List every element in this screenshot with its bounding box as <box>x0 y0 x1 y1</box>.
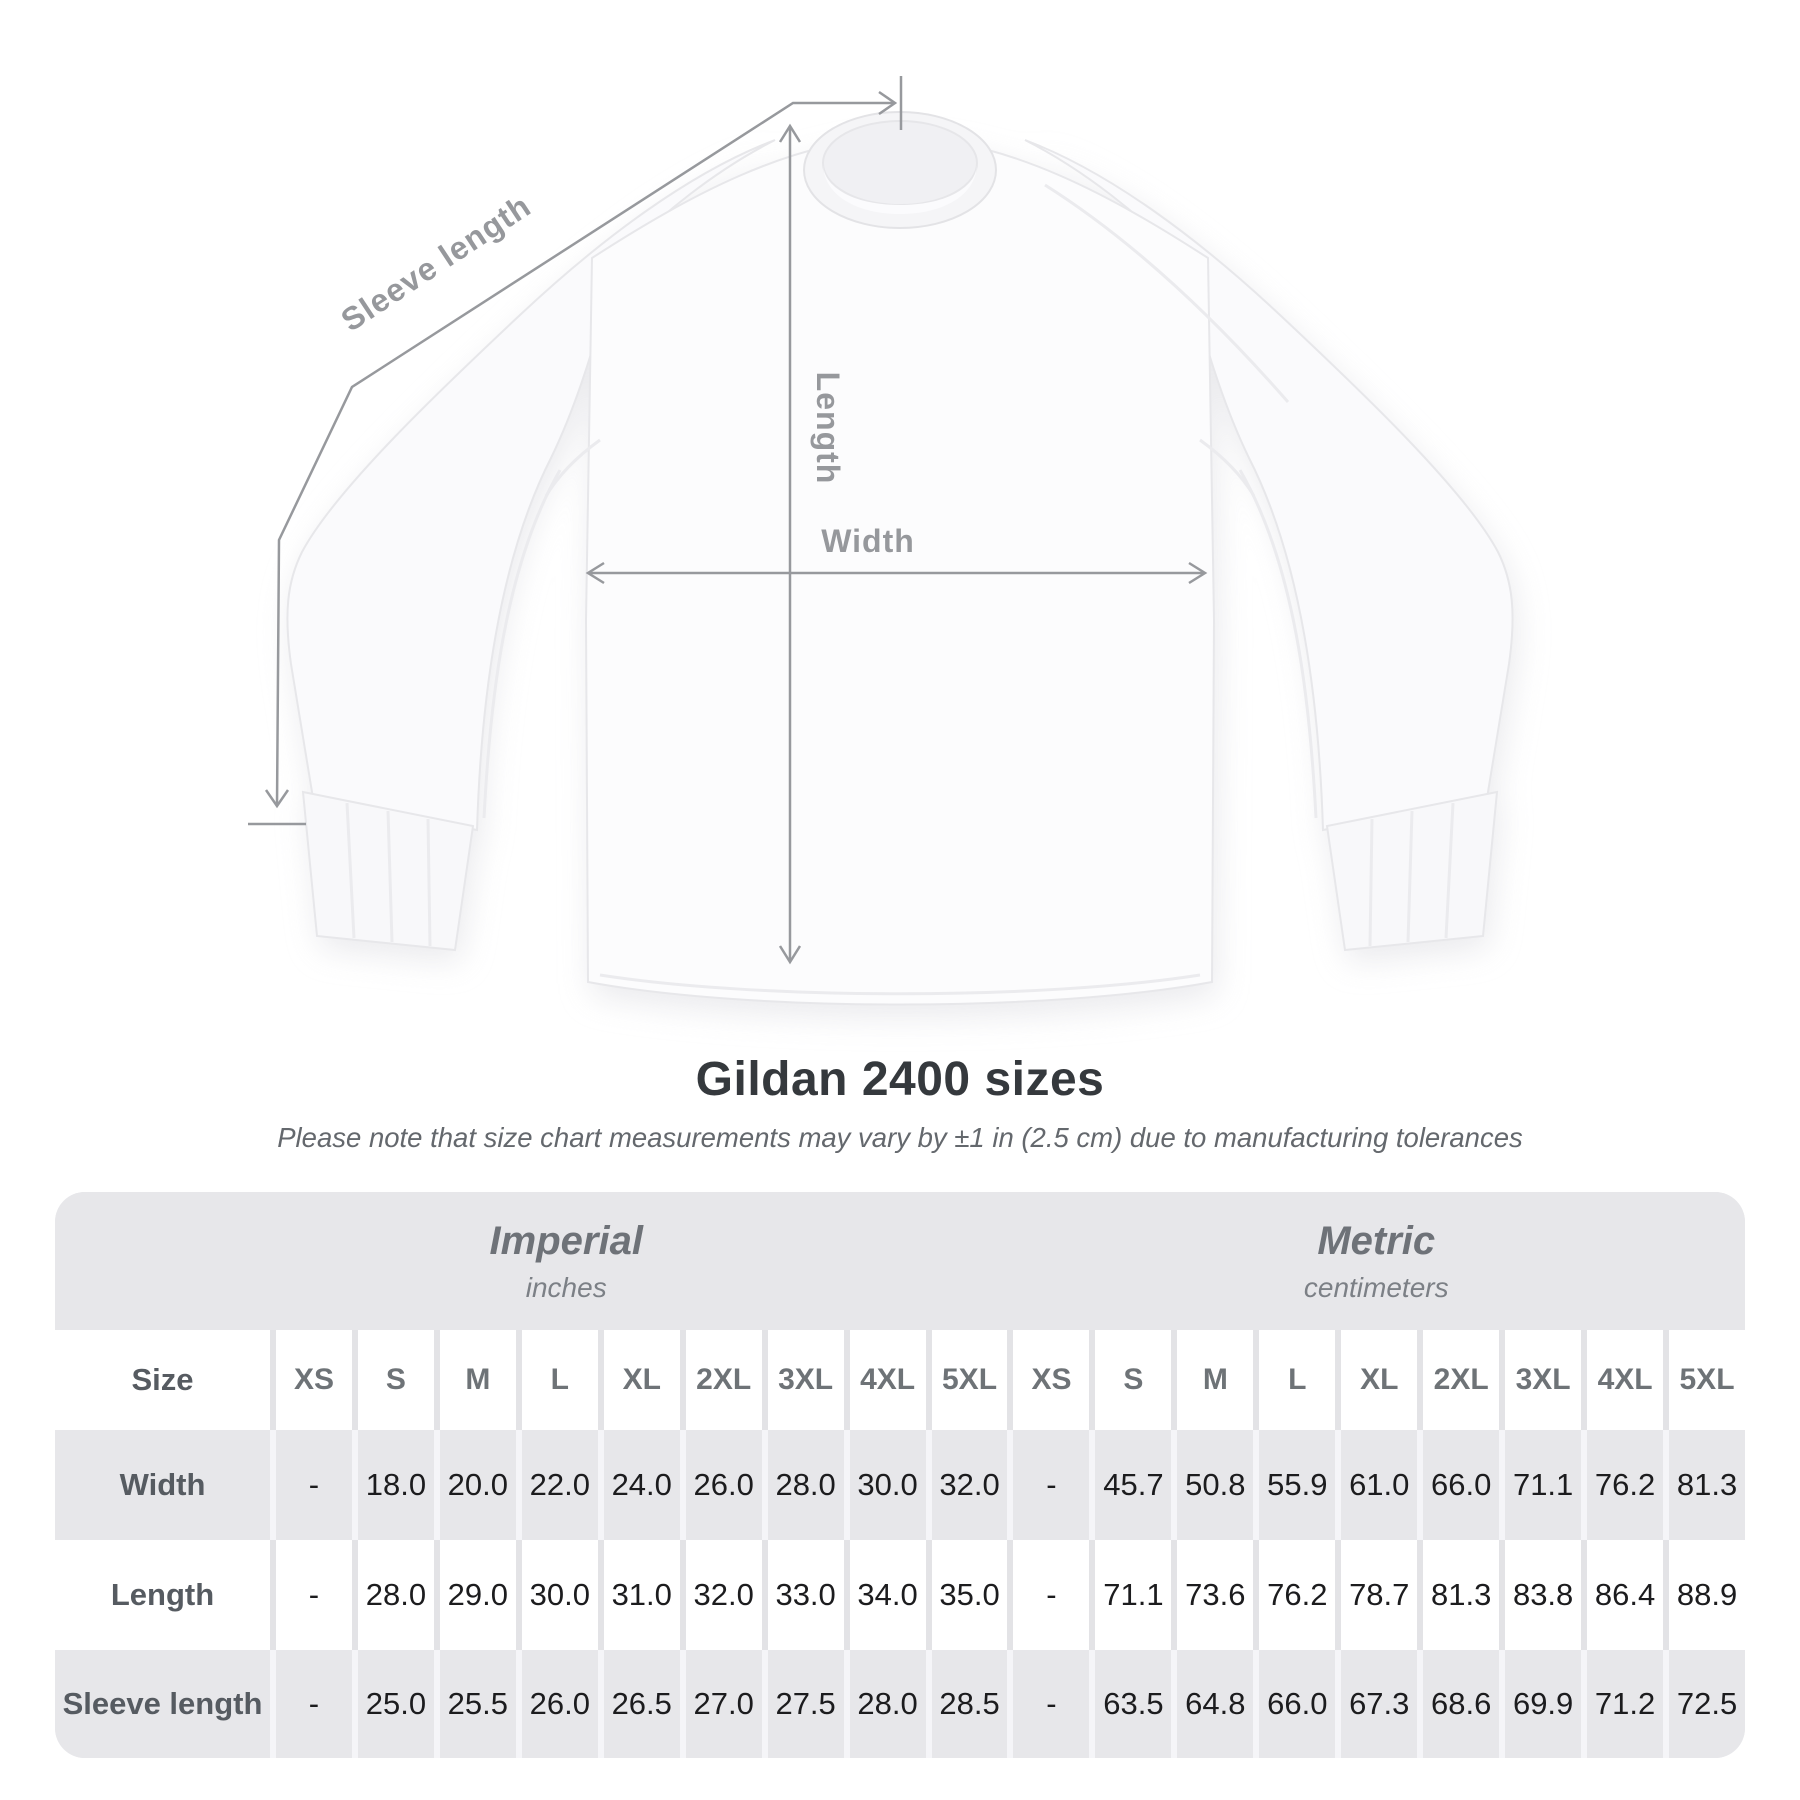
unit-group-imperial <box>55 1192 1007 1330</box>
table-cell: 28.0 <box>352 1540 434 1650</box>
table-cell: 88.9 <box>1663 1540 1745 1650</box>
unit-group-name: Metric <box>1317 1218 1436 1263</box>
table-cell: 25.0 <box>352 1650 434 1758</box>
table-cell: 72.5 <box>1663 1650 1745 1758</box>
size-header-cell: M <box>434 1330 516 1430</box>
table-cell: 66.0 <box>1417 1430 1499 1540</box>
table-cell: - <box>1007 1540 1089 1650</box>
table-cell: 71.1 <box>1499 1430 1581 1540</box>
table-cell: 28.0 <box>844 1650 926 1758</box>
page-subtitle: Please note that size chart measurements may vary by ±1 in (2.5 cm) due to manufacturing tolerances <box>277 1122 1523 1153</box>
size-corner-label: Size <box>55 1330 270 1430</box>
row-label: Sleeve length <box>55 1650 270 1758</box>
size-header-cell: L <box>516 1330 598 1430</box>
length-label: Length <box>810 371 846 485</box>
size-table <box>55 1192 1745 1758</box>
table-cell: 86.4 <box>1581 1540 1663 1650</box>
size-header-cell: 2XL <box>1417 1330 1499 1430</box>
size-header-cell: 5XL <box>1663 1330 1745 1430</box>
table-cell: 66.0 <box>1253 1650 1335 1758</box>
size-header-cell: XS <box>1007 1330 1089 1430</box>
table-cell: 64.8 <box>1171 1650 1253 1758</box>
table-cell: 26.0 <box>516 1650 598 1758</box>
size-header-cell: 3XL <box>762 1330 844 1430</box>
table-cell: - <box>1007 1650 1089 1758</box>
table-cell: 20.0 <box>434 1430 516 1540</box>
table-cell: 55.9 <box>1253 1430 1335 1540</box>
unit-group-metric <box>1007 1192 1745 1330</box>
unit-group-unit: centimeters <box>1303 1271 1449 1303</box>
table-cell: 67.3 <box>1335 1650 1417 1758</box>
table-cell: 50.8 <box>1171 1430 1253 1540</box>
unit-group-unit: inches <box>525 1271 607 1303</box>
table-cell: 45.7 <box>1089 1430 1171 1540</box>
size-header-cell: 4XL <box>844 1330 926 1430</box>
table-cell: - <box>270 1540 352 1650</box>
size-header-cell: 5XL <box>926 1330 1008 1430</box>
table-cell: 22.0 <box>516 1430 598 1540</box>
table-cell: 61.0 <box>1335 1430 1417 1540</box>
table-cell: 24.0 <box>598 1430 680 1540</box>
table-cell: 31.0 <box>598 1540 680 1650</box>
size-header-cell: S <box>352 1330 434 1430</box>
size-header-cell: XL <box>598 1330 680 1430</box>
width-label: Width <box>821 523 915 559</box>
size-header-cell: XS <box>270 1330 352 1430</box>
size-header-cell: M <box>1171 1330 1253 1430</box>
table-cell: 81.3 <box>1417 1540 1499 1650</box>
table-cell: 83.8 <box>1499 1540 1581 1650</box>
table-cell: 81.3 <box>1663 1430 1745 1540</box>
table-cell: 71.2 <box>1581 1650 1663 1758</box>
table-cell: 69.9 <box>1499 1650 1581 1758</box>
size-header-cell: 3XL <box>1499 1330 1581 1430</box>
table-cell: 26.0 <box>680 1430 762 1540</box>
table-cell: 28.5 <box>926 1650 1008 1758</box>
size-header-cell: XL <box>1335 1330 1417 1430</box>
size-header-cell: S <box>1089 1330 1171 1430</box>
table-cell: 25.5 <box>434 1650 516 1758</box>
row-label: Length <box>55 1540 270 1650</box>
size-header-cell: 2XL <box>680 1330 762 1430</box>
unit-group-name: Imperial <box>489 1218 643 1263</box>
table-cell: 35.0 <box>926 1540 1008 1650</box>
table-cell: 73.6 <box>1171 1540 1253 1650</box>
table-cell: 29.0 <box>434 1540 516 1650</box>
table-cell: 68.6 <box>1417 1650 1499 1758</box>
page-title: Gildan 2400 sizes <box>695 1053 1105 1106</box>
table-cell: 27.5 <box>762 1650 844 1758</box>
table-cell: 30.0 <box>844 1430 926 1540</box>
table-cell: - <box>270 1650 352 1758</box>
table-cell: 76.2 <box>1581 1430 1663 1540</box>
size-header-cell: 4XL <box>1581 1330 1663 1430</box>
table-cell: 27.0 <box>680 1650 762 1758</box>
table-cell: - <box>1007 1430 1089 1540</box>
table-cell: 63.5 <box>1089 1650 1171 1758</box>
table-cell: 28.0 <box>762 1430 844 1540</box>
table-cell: - <box>270 1430 352 1540</box>
table-cell: 26.5 <box>598 1650 680 1758</box>
sleeve-length-label: Sleeve length <box>334 187 538 339</box>
table-cell: 34.0 <box>844 1540 926 1650</box>
table-cell: 18.0 <box>352 1430 434 1540</box>
row-label: Width <box>55 1430 270 1540</box>
collar-opening <box>823 121 977 205</box>
size-header-cell: L <box>1253 1330 1335 1430</box>
shirt-body <box>586 136 1214 1005</box>
table-cell: 33.0 <box>762 1540 844 1650</box>
table-cell: 32.0 <box>926 1430 1008 1540</box>
table-cell: 30.0 <box>516 1540 598 1650</box>
table-cell: 76.2 <box>1253 1540 1335 1650</box>
table-cell: 71.1 <box>1089 1540 1171 1650</box>
table-cell: 32.0 <box>680 1540 762 1650</box>
table-cell: 78.7 <box>1335 1540 1417 1650</box>
